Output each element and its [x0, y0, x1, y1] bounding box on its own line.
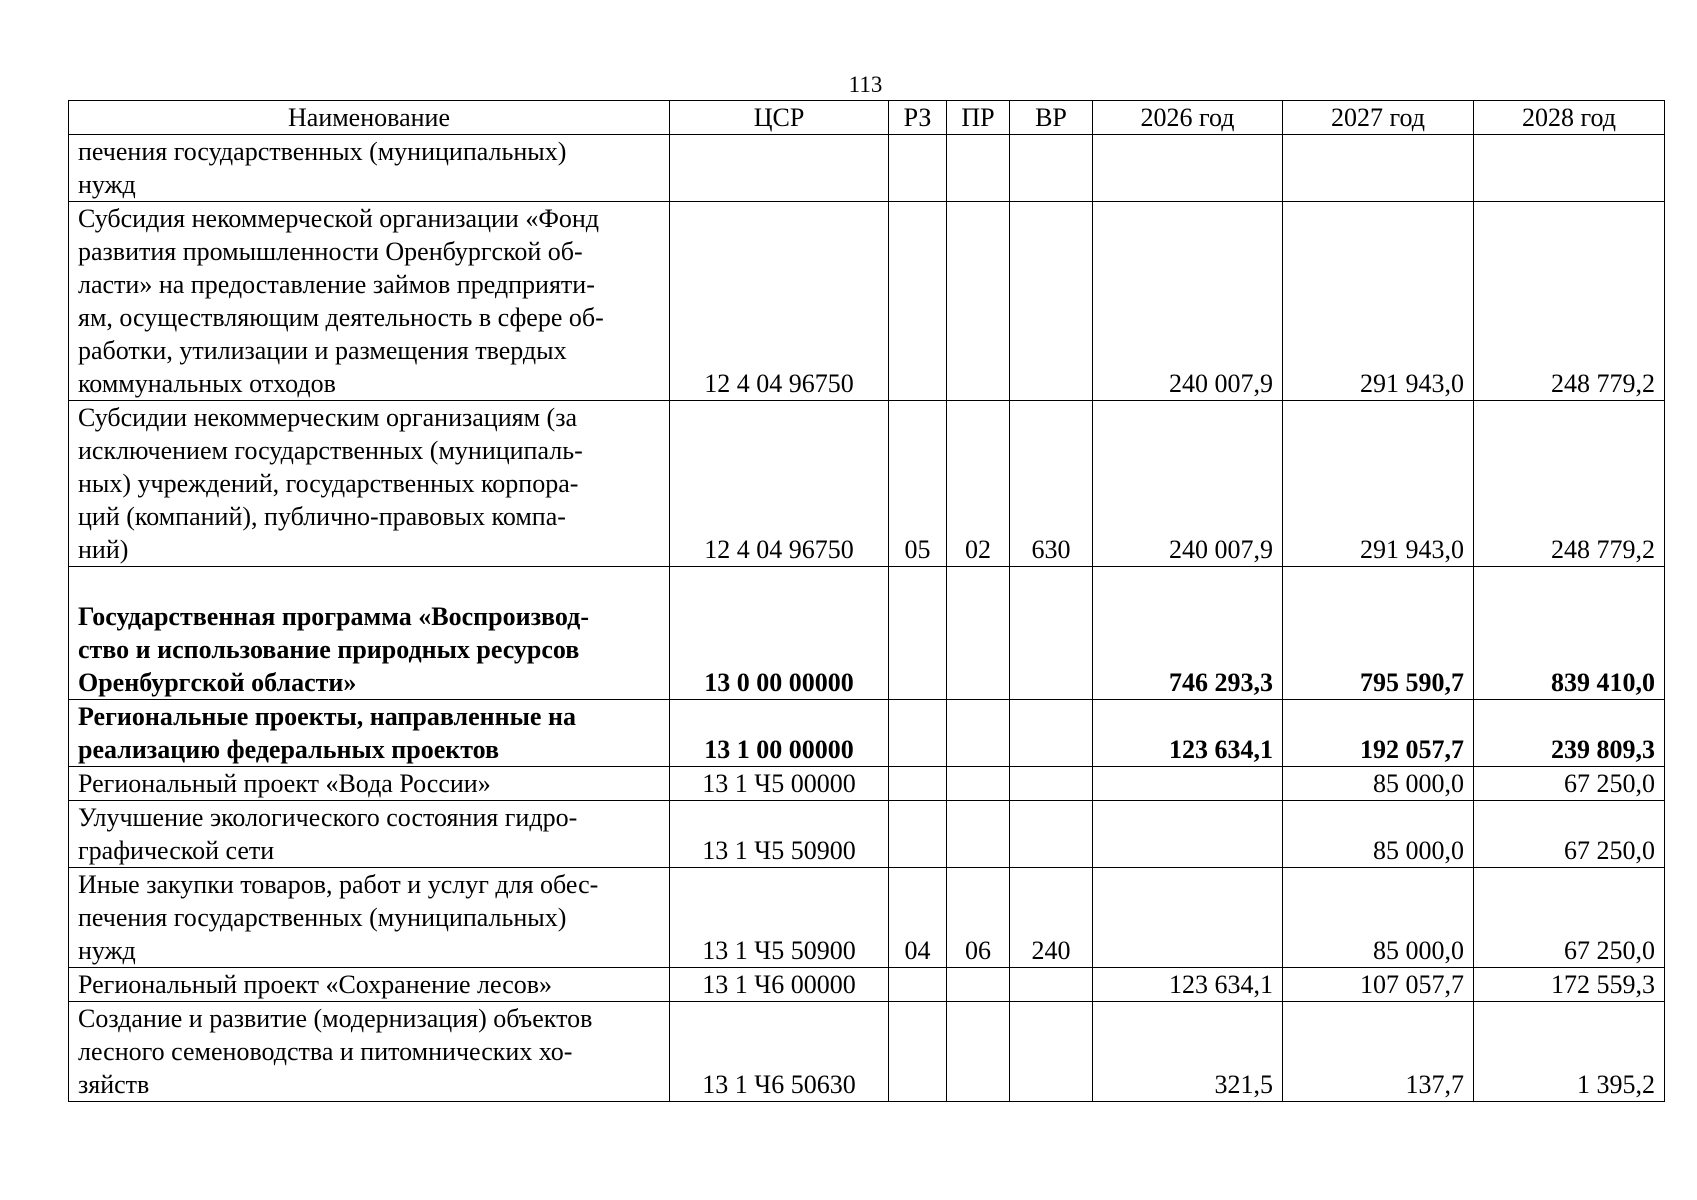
- header-2027: 2027 год: [1283, 101, 1474, 135]
- header-name: Наименование: [69, 101, 670, 135]
- row-2026: 321,5: [1093, 1002, 1283, 1102]
- row-name: Региональный проект «Сохранение лесов»: [69, 968, 670, 1002]
- table-row-subprogram: [69, 700, 1665, 767]
- page-number: 113: [848, 72, 883, 97]
- row-vr: [1010, 135, 1093, 202]
- row-rz: [889, 767, 947, 801]
- row-2027: 291 943,0: [1283, 202, 1474, 401]
- row-2026: 123 634,1: [1093, 700, 1283, 767]
- row-csr: 13 1 Ч5 00000: [670, 767, 889, 801]
- table-row-program: [69, 567, 1665, 700]
- row-name: печения государственных (муниципальных) нужд: [69, 135, 670, 202]
- row-2027: 192 057,7: [1283, 700, 1474, 767]
- row-name: Создание и развитие (модернизация) объектов лесного семеноводства и питомнических хо- зяйств: [69, 1002, 670, 1102]
- row-2026: [1093, 801, 1283, 868]
- row-name: Субсидия некоммерческой организации «Фонд развития промышленности Оренбургской об- ласти» на предоставление займов предприяти- ям, осуществляющим деятельность в сфере об- работки, утилизации и размещения твердых коммунальных отходов: [69, 202, 670, 401]
- row-pr: [947, 135, 1010, 202]
- header-rz: РЗ: [889, 101, 947, 135]
- row-2028: 248 779,2: [1474, 401, 1665, 567]
- row-rz: [889, 968, 947, 1002]
- row-2027: 85 000,0: [1283, 868, 1474, 968]
- row-pr: 02: [947, 401, 1010, 567]
- row-vr: [1010, 202, 1093, 401]
- row-2027: 137,7: [1283, 1002, 1474, 1102]
- row-2027: [1283, 135, 1474, 202]
- row-vr: [1010, 801, 1093, 868]
- row-name: Региональные проекты, направленные на реализацию федеральных проектов: [69, 700, 670, 767]
- row-csr: [670, 135, 889, 202]
- row-name: Субсидии некоммерческим организациям (за исключением государственных (муниципаль- ных) учреждений, государственных корпора- ций (компаний), публично-правовых компа- ний): [69, 401, 670, 567]
- row-vr: [1010, 700, 1093, 767]
- row-2028: 839 410,0: [1474, 567, 1665, 700]
- row-csr: 13 1 00 00000: [670, 700, 889, 767]
- row-csr: 13 1 Ч6 00000: [670, 968, 889, 1002]
- row-vr: [1010, 1002, 1093, 1102]
- table-row: [69, 801, 1665, 868]
- row-pr: [947, 700, 1010, 767]
- row-rz: [889, 135, 947, 202]
- row-csr: 12 4 04 96750: [670, 202, 889, 401]
- row-2026: 240 007,9: [1093, 202, 1283, 401]
- row-2028: 67 250,0: [1474, 767, 1665, 801]
- row-name: Иные закупки товаров, работ и услуг для обес- печения государственных (муниципальных) нужд: [69, 868, 670, 968]
- row-rz: 05: [889, 401, 947, 567]
- table-row: [69, 135, 1665, 202]
- row-csr: 13 1 Ч5 50900: [670, 868, 889, 968]
- table-row: [69, 202, 1665, 401]
- row-pr: [947, 801, 1010, 868]
- row-2026: [1093, 135, 1283, 202]
- row-vr: 240: [1010, 868, 1093, 968]
- row-name: Государственная программа «Воспроизвод- ство и использование природных ресурсов Оренбургской области»: [69, 567, 670, 700]
- header-pr: ПР: [947, 101, 1010, 135]
- row-rz: [889, 700, 947, 767]
- row-2027: 795 590,7: [1283, 567, 1474, 700]
- table-row: [69, 868, 1665, 968]
- row-rz: [889, 801, 947, 868]
- row-2028: 67 250,0: [1474, 801, 1665, 868]
- row-name: Региональный проект «Вода России»: [69, 767, 670, 801]
- row-vr: [1010, 767, 1093, 801]
- row-vr: [1010, 567, 1093, 700]
- row-2027: 291 943,0: [1283, 401, 1474, 567]
- row-2026: [1093, 868, 1283, 968]
- row-csr: 13 0 00 00000: [670, 567, 889, 700]
- row-2028: 248 779,2: [1474, 202, 1665, 401]
- row-csr: 13 1 Ч5 50900: [670, 801, 889, 868]
- row-rz: [889, 567, 947, 700]
- table-row: [69, 767, 1665, 801]
- header-2026: 2026 год: [1093, 101, 1283, 135]
- row-pr: [947, 567, 1010, 700]
- row-rz: [889, 202, 947, 401]
- row-2027: 85 000,0: [1283, 767, 1474, 801]
- row-csr: 12 4 04 96750: [670, 401, 889, 567]
- row-2028: 172 559,3: [1474, 968, 1665, 1002]
- row-2026: 746 293,3: [1093, 567, 1283, 700]
- header-vr: ВР: [1010, 101, 1093, 135]
- row-2028: 239 809,3: [1474, 700, 1665, 767]
- table-row: [69, 401, 1665, 567]
- row-2026: 240 007,9: [1093, 401, 1283, 567]
- row-pr: [947, 968, 1010, 1002]
- table-row: [69, 968, 1665, 1002]
- row-2028: 67 250,0: [1474, 868, 1665, 968]
- row-2026: [1093, 767, 1283, 801]
- row-2026: 123 634,1: [1093, 968, 1283, 1002]
- row-vr: [1010, 968, 1093, 1002]
- row-2028: [1474, 135, 1665, 202]
- row-csr: 13 1 Ч6 50630: [670, 1002, 889, 1102]
- row-2027: 85 000,0: [1283, 801, 1474, 868]
- row-2027: 107 057,7: [1283, 968, 1474, 1002]
- header-2028: 2028 год: [1474, 101, 1665, 135]
- row-rz: 04: [889, 868, 947, 968]
- row-rz: [889, 1002, 947, 1102]
- row-pr: [947, 1002, 1010, 1102]
- row-pr: [947, 202, 1010, 401]
- header-csr: ЦСР: [670, 101, 889, 135]
- row-vr: 630: [1010, 401, 1093, 567]
- row-name: Улучшение экологического состояния гидро- графической сети: [69, 801, 670, 868]
- header-row: [69, 101, 1665, 135]
- row-2028: 1 395,2: [1474, 1002, 1665, 1102]
- row-pr: 06: [947, 868, 1010, 968]
- budget-table: [68, 100, 1665, 1102]
- row-pr: [947, 767, 1010, 801]
- table-row: [69, 1002, 1665, 1102]
